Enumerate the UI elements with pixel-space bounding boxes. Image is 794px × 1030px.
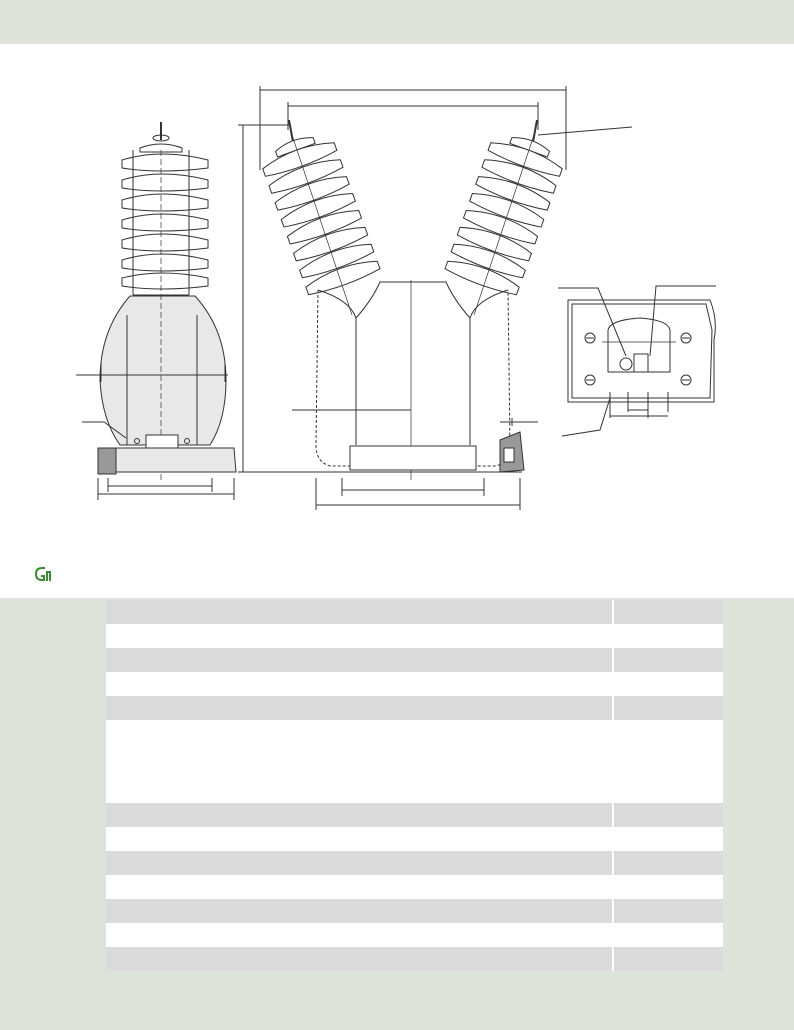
row-value — [613, 947, 723, 971]
row-value — [613, 648, 723, 672]
row-label — [106, 827, 613, 851]
table-row — [106, 923, 723, 947]
table-row — [106, 600, 723, 624]
table-row — [106, 947, 723, 971]
front-view — [238, 86, 632, 510]
row-value — [613, 923, 723, 947]
side-insulator-sheds — [122, 144, 208, 289]
row-label — [106, 672, 613, 696]
row-value — [613, 720, 723, 803]
row-value — [613, 899, 723, 923]
row-value — [613, 624, 723, 648]
table-row — [106, 648, 723, 672]
row-label — [106, 600, 613, 624]
row-value — [613, 696, 723, 720]
row-label — [106, 648, 613, 672]
row-label — [106, 875, 613, 899]
specification-table — [106, 600, 723, 971]
table-row — [106, 696, 723, 720]
table-row — [106, 851, 723, 875]
technical-drawing-area — [0, 44, 794, 598]
top-band — [0, 0, 794, 44]
right-insulator-sheds — [444, 128, 568, 298]
row-value — [613, 851, 723, 875]
side-view — [76, 122, 236, 500]
row-label — [106, 720, 613, 803]
row-label — [106, 851, 613, 875]
table-row — [106, 720, 723, 803]
table-row — [106, 803, 723, 827]
row-label — [106, 947, 613, 971]
row-value — [613, 875, 723, 899]
row-value — [613, 600, 723, 624]
table-row — [106, 624, 723, 648]
left-insulator-sheds — [257, 128, 381, 298]
row-label — [106, 624, 613, 648]
table-row — [106, 672, 723, 696]
row-label — [106, 899, 613, 923]
row-value — [613, 803, 723, 827]
table-row — [106, 827, 723, 851]
row-value — [613, 672, 723, 696]
row-label — [106, 803, 613, 827]
row-label — [106, 696, 613, 720]
company-logo-icon — [33, 566, 53, 582]
table-row — [106, 899, 723, 923]
row-label — [106, 923, 613, 947]
transformer-outline-drawing — [0, 44, 794, 598]
terminal-box-detail — [558, 286, 716, 436]
table-row — [106, 875, 723, 899]
row-value — [613, 827, 723, 851]
